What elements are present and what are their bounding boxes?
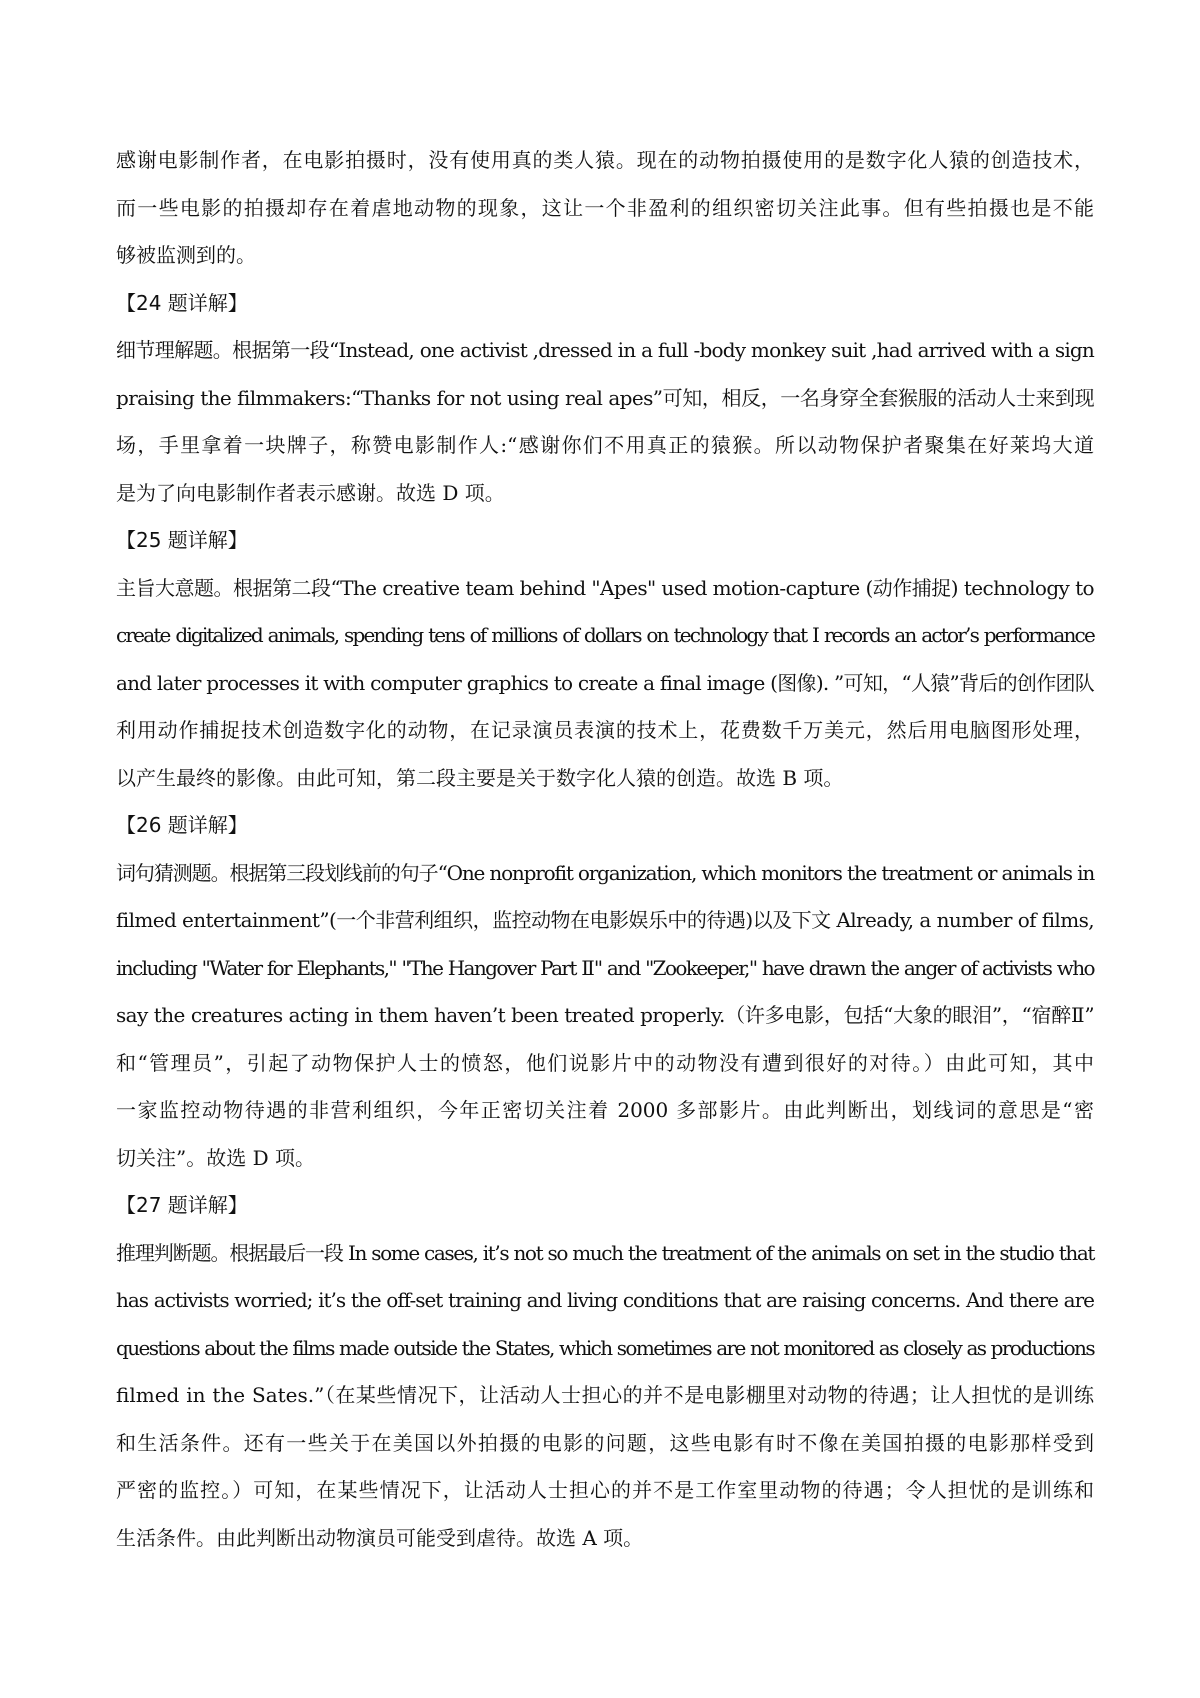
text-line: 一家监控动物待遇的非营利组织，今年正密切关注着 2000 多部影片。由此判断出，划线词的意思是“密 xyxy=(116,1098,1094,1122)
text-line: and later processes it with computer graphics to create a final image (图像). ”可知，“人猿”背后的创作团队 xyxy=(116,670,1094,695)
text-line: 严密的监控。）可知，在某些情况下，让活动人士担心的并不是工作室里动物的待遇；令人担忧的是训练和 xyxy=(116,1478,1094,1502)
text-line: 是为了向电影制作者表示感谢。故选 D 项。 xyxy=(116,480,505,505)
text-line: say the creatures acting in them haven’t been treated properly.（许多电影，包括“大象的眼泪”，“宿醉Ⅱ” xyxy=(116,1003,1094,1027)
paragraph-intro xyxy=(116,137,1094,280)
text-line: 而一些电影的拍摄却存在着虐地动物的现象，这让一个非盈利的组织密切关注此事。但有些拍摄也是不能 xyxy=(116,195,1094,220)
text-line: filmed entertainment”(一个非营利组织，监控动物在电影娱乐中的待遇)以及下文 Already, a number of films, xyxy=(116,908,1094,932)
paragraph-26 xyxy=(116,850,1094,1183)
text-line: 感谢电影制作者，在电影拍摄时，没有使用真的类人猿。现在的动物拍摄使用的是数字化人猿的创造技术， xyxy=(116,148,1094,172)
section-heading-25: 【25 题详解】 xyxy=(116,528,248,552)
text-line: praising the filmmakers:“Thanks for not using real apes”可知，相反，一名身穿全套猴服的活动人士来到现 xyxy=(116,385,1094,410)
text-line: questions about the films made outside the States, which sometimes are not monitored as closely as productions xyxy=(116,1335,1094,1360)
text-line: 切关注”。故选 D 项。 xyxy=(116,1145,315,1170)
text-line: has activists worried; it’s the off-set training and living conditions that are raising concerns. And there are xyxy=(116,1288,1094,1312)
text-line: 主旨大意题。根据第二段“The creative team behind "Apes" used motion-capture (动作捕捉) technology to xyxy=(116,575,1094,600)
text-line: 和“管理员”，引起了动物保护人士的愤怒，他们说影片中的动物没有遭到很好的对待。）由此可知，其中 xyxy=(116,1050,1094,1075)
text-line: 词句猜测题。根据第三段划线前的句子“One nonprofit organization, which monitors the treatment or animals in xyxy=(116,860,1094,885)
text-line: including "Water for Elephants," "The Hangover Part Ⅱ" and "Zookeeper," have drawn the anger of activists who xyxy=(116,955,1094,980)
paragraph-25 xyxy=(116,565,1094,803)
text-line: 和生活条件。还有一些关于在美国以外拍摄的电影的问题，这些电影有时不像在美国拍摄的电影那样受到 xyxy=(116,1430,1094,1455)
paragraph-27 xyxy=(116,1230,1094,1563)
text-line: 场，手里拿着一块牌子，称赞电影制作人:“感谢你们不用真正的猿猴。所以动物保护者聚集在好莱坞大道 xyxy=(116,433,1094,457)
section-heading-24: 【24 题详解】 xyxy=(116,290,248,315)
paragraph-24 xyxy=(116,327,1094,517)
text-line: 够被监测到的。 xyxy=(116,243,256,267)
text-line: 利用动作捕捉技术创造数字化的动物，在记录演员表演的技术上，花费数千万美元，然后用电脑图形处理， xyxy=(116,718,1094,742)
section-heading-27: 【27 题详解】 xyxy=(116,1193,248,1217)
text-line: create digitalized animals, spending tens of millions of dollars on technology that I records an actor’s performance xyxy=(116,623,1094,647)
text-line: 细节理解题。根据第一段“Instead, one activist ,dressed in a full -body monkey suit ,had arrived with a sign xyxy=(116,338,1094,362)
section-heading-26: 【26 题详解】 xyxy=(116,813,248,837)
text-line: 以产生最终的影像。由此可知，第二段主要是关于数字化人猿的创造。故选 B 项。 xyxy=(116,765,844,790)
text-line: filmed in the Sates.”（在某些情况下，让活动人士担心的并不是电影棚里对动物的待遇；让人担忧的是训练 xyxy=(116,1383,1094,1407)
text-line: 生活条件。由此判断出动物演员可能受到虐待。故选 A 项。 xyxy=(116,1525,644,1550)
text-line: 推理判断题。根据最后一段 In some cases, it’s not so much the treatment of the animals on set in the studio that xyxy=(116,1240,1094,1265)
